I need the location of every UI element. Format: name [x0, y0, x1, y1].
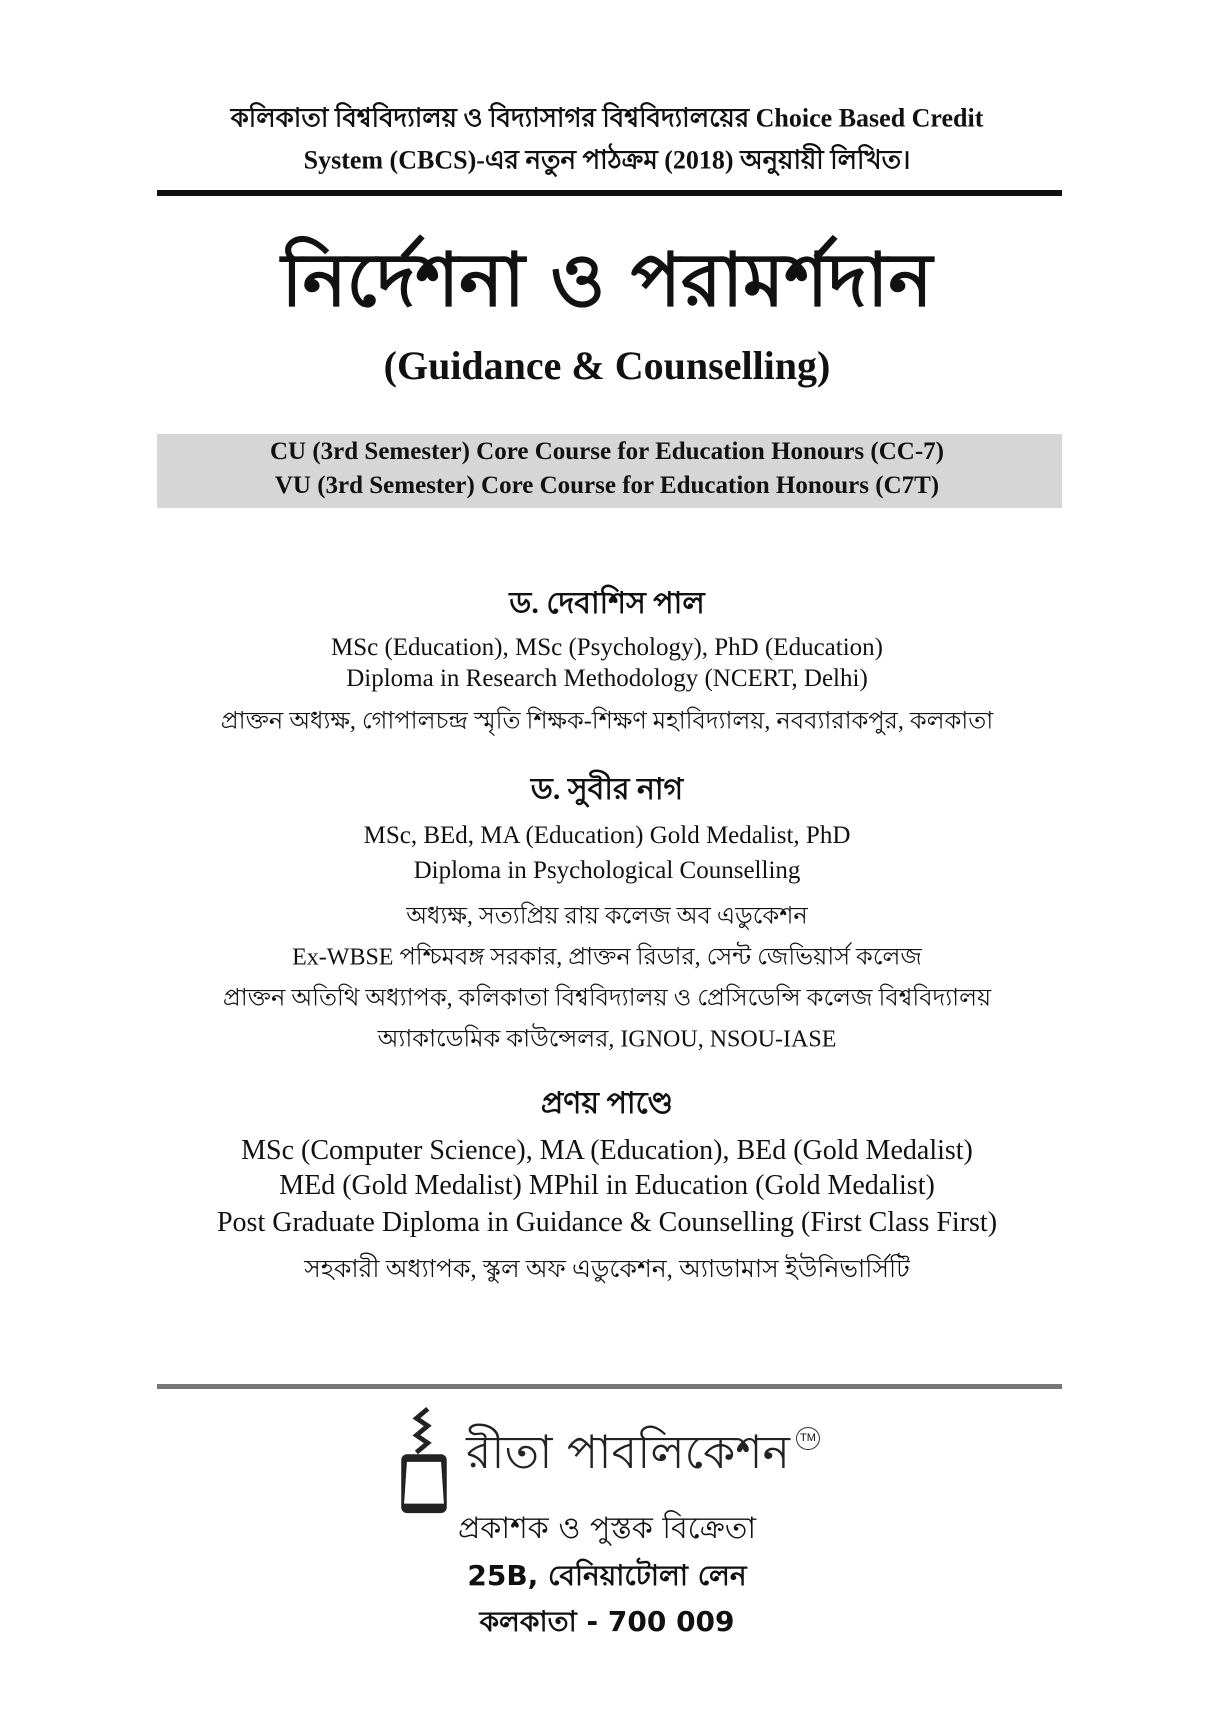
publisher-city: কলকাতা - 700 009 — [479, 1605, 735, 1639]
author-detail: Diploma in Psychological Counselling — [413, 857, 801, 884]
author-name: প্রণয় পাণ্ডে — [540, 1087, 674, 1120]
author-detail: সহকারী অধ্যাপক, স্কুল অফ এডুকেশন, অ্যাডামাস ইউনিভার্সিটি — [304, 1256, 910, 1283]
author-name: ড. সুবীর নাগ — [530, 773, 684, 806]
publisher-logo-row — [0, 1405, 1214, 1505]
author-detail: Post Graduate Diploma in Guidance & Counselling (First Class First) — [216, 1207, 998, 1239]
author-detail: Ex-WBSE পশ্চিমবঙ্গ সরকার, প্রাক্তন রিডার, সেন্ট জেভিয়ার্স কলেজ — [292, 944, 922, 971]
top-divider — [157, 190, 1062, 196]
author-name: ড. দেবাশিস পাল — [509, 587, 705, 620]
author-detail: MSc (Computer Science), MA (Education), BEd (Gold Medalist) — [241, 1135, 973, 1167]
publisher-name: রীতা পাবলিকেশন — [466, 1425, 790, 1479]
course-vu: VU (3rd Semester) Core Course for Education Honours (C7T) — [274, 472, 940, 499]
author-detail: Diploma in Research Methodology (NCERT, Delhi) — [346, 665, 868, 692]
header-line-1: কলিকাতা বিশ্ববিদ্যালয় ও বিদ্যাসাগর বিশ্ববিদ্যালয়ের Choice Based Credit — [230, 103, 984, 133]
title-english: (Guidance & Counselling) — [383, 343, 831, 388]
author-detail: প্রাক্তন অধ্যক্ষ, গোপালচন্দ্র স্মৃতি শিক্ষক-শিক্ষণ মহাবিদ্যালয়, নবব্যারাকপুর, কলকাতা — [220, 708, 994, 735]
trademark-mark: TM — [796, 1427, 820, 1450]
publisher-tagline: প্রকাশক ও পুস্তক বিক্রেতা — [457, 1511, 757, 1546]
author-detail: অ্যাকাডেমিক কাউন্সেলর, IGNOU, NSOU-IASE — [377, 1026, 837, 1053]
publisher-address: 25B, বেনিয়াটোলা লেন — [467, 1559, 747, 1593]
bottom-divider — [157, 1384, 1062, 1389]
title-bengali: নির্দেশনা ও পরামর্শদান — [281, 237, 933, 324]
header-line-2: System (CBCS)-এর নতুন পাঠক্রম (2018) অনুয়ায়ী লিখিত। — [303, 145, 911, 175]
publisher-logo-icon — [394, 1405, 454, 1515]
author-detail: অধ্যক্ষ, সত্যপ্রিয় রায় কলেজ অব এডুকেশন — [406, 903, 808, 930]
author-detail: MEd (Gold Medalist) MPhil in Education (Gold Medalist) — [279, 1170, 935, 1202]
course-cu: CU (3rd Semester) Core Course for Education Honours (CC-7) — [270, 438, 944, 465]
author-detail: MSc (Education), MSc (Psychology), PhD (Education) — [330, 634, 883, 661]
author-detail: MSc, BEd, MA (Education) Gold Medalist, PhD — [363, 822, 851, 849]
author-detail: প্রাক্তন অতিথি অধ্যাপক, কলিকাতা বিশ্ববিদ্যালয় ও প্রেসিডেন্সি কলেজ বিশ্ববিদ্যালয় — [222, 985, 992, 1012]
